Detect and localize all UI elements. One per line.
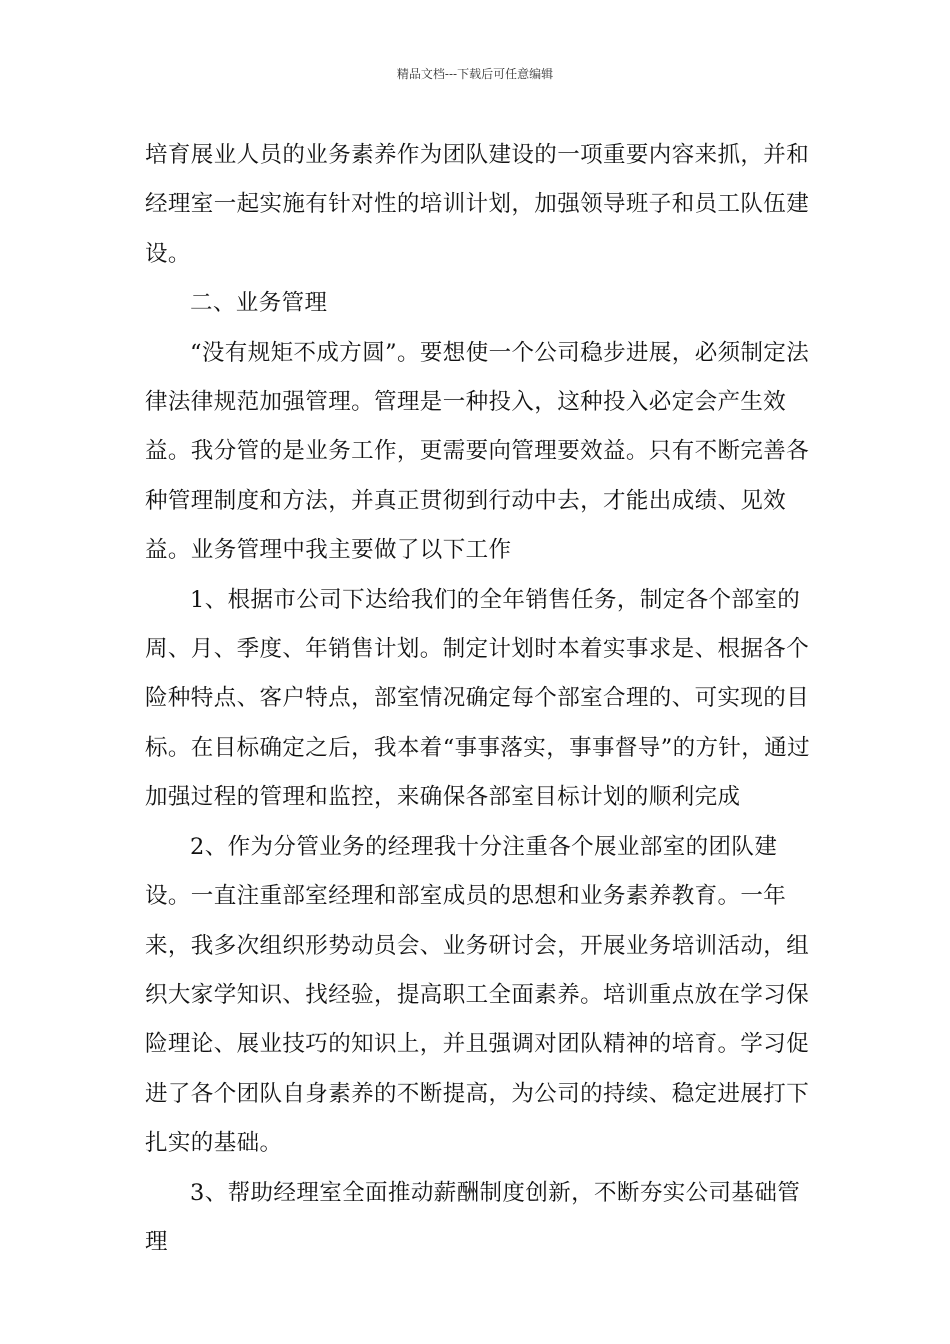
section-heading-business-management: 二、业务管理 xyxy=(190,290,328,317)
paragraph-team-training: 培育展业人员的业务素养作为团队建设的一项重要内容来抓，并和经理室一起实施有针对性的培训计划，加强领导班子和员工队伍建设。 xyxy=(145,142,810,267)
paragraph-management-intro: “没有规矩不成方圆”。要想使一个公司稳步进展，必须制定法律法律规范加强管理。管理是一种投入，这种投入必定会产生效益。我分管的是业务工作，更需要向管理要效益。只有不断完善各种管理制度和方法，并真正贯彻到行动中去，才能出成绩、见效益。业务管理中我主要做了以下工作 xyxy=(145,339,810,564)
paragraph-item-3: 3、帮助经理室全面推动薪酬制度创新，不断夯实公司基础管理 xyxy=(145,1179,801,1255)
paragraph-item-2: 2、作为分管业务的经理我十分注重各个展业部室的团队建设。一直注重部室经理和部室成员的思想和业务素养教育。一年来，我多次组织形势动员会、业务研讨会，开展业务培训活动，组织大家学知识、找经验，提高职工全面素养。培训重点放在学习保险理论、展业技巧的知识上，并且强调对团队精神的培育。学习促进了各个团队自身素养的不断提高，为公司的持续、稳定进展打下扎实的基础。 xyxy=(145,833,810,1157)
paragraph-item-1: 1、根据市公司下达给我们的全年销售任务，制定各个部室的周、月、季度、年销售计划。制定计划时本着实事求是、根据各个险种特点、客户特点，部室情况确定每个部室合理的、可实现的目标。在目标确定之后，我本着“事事落实，事事督导”的方针，通过加强过程的管理和监控，来确保各部室目标计划的顺利完成 xyxy=(145,586,811,811)
page-header: 精品文档---下载后可任意编辑 xyxy=(396,67,554,81)
document-body xyxy=(145,131,813,1267)
